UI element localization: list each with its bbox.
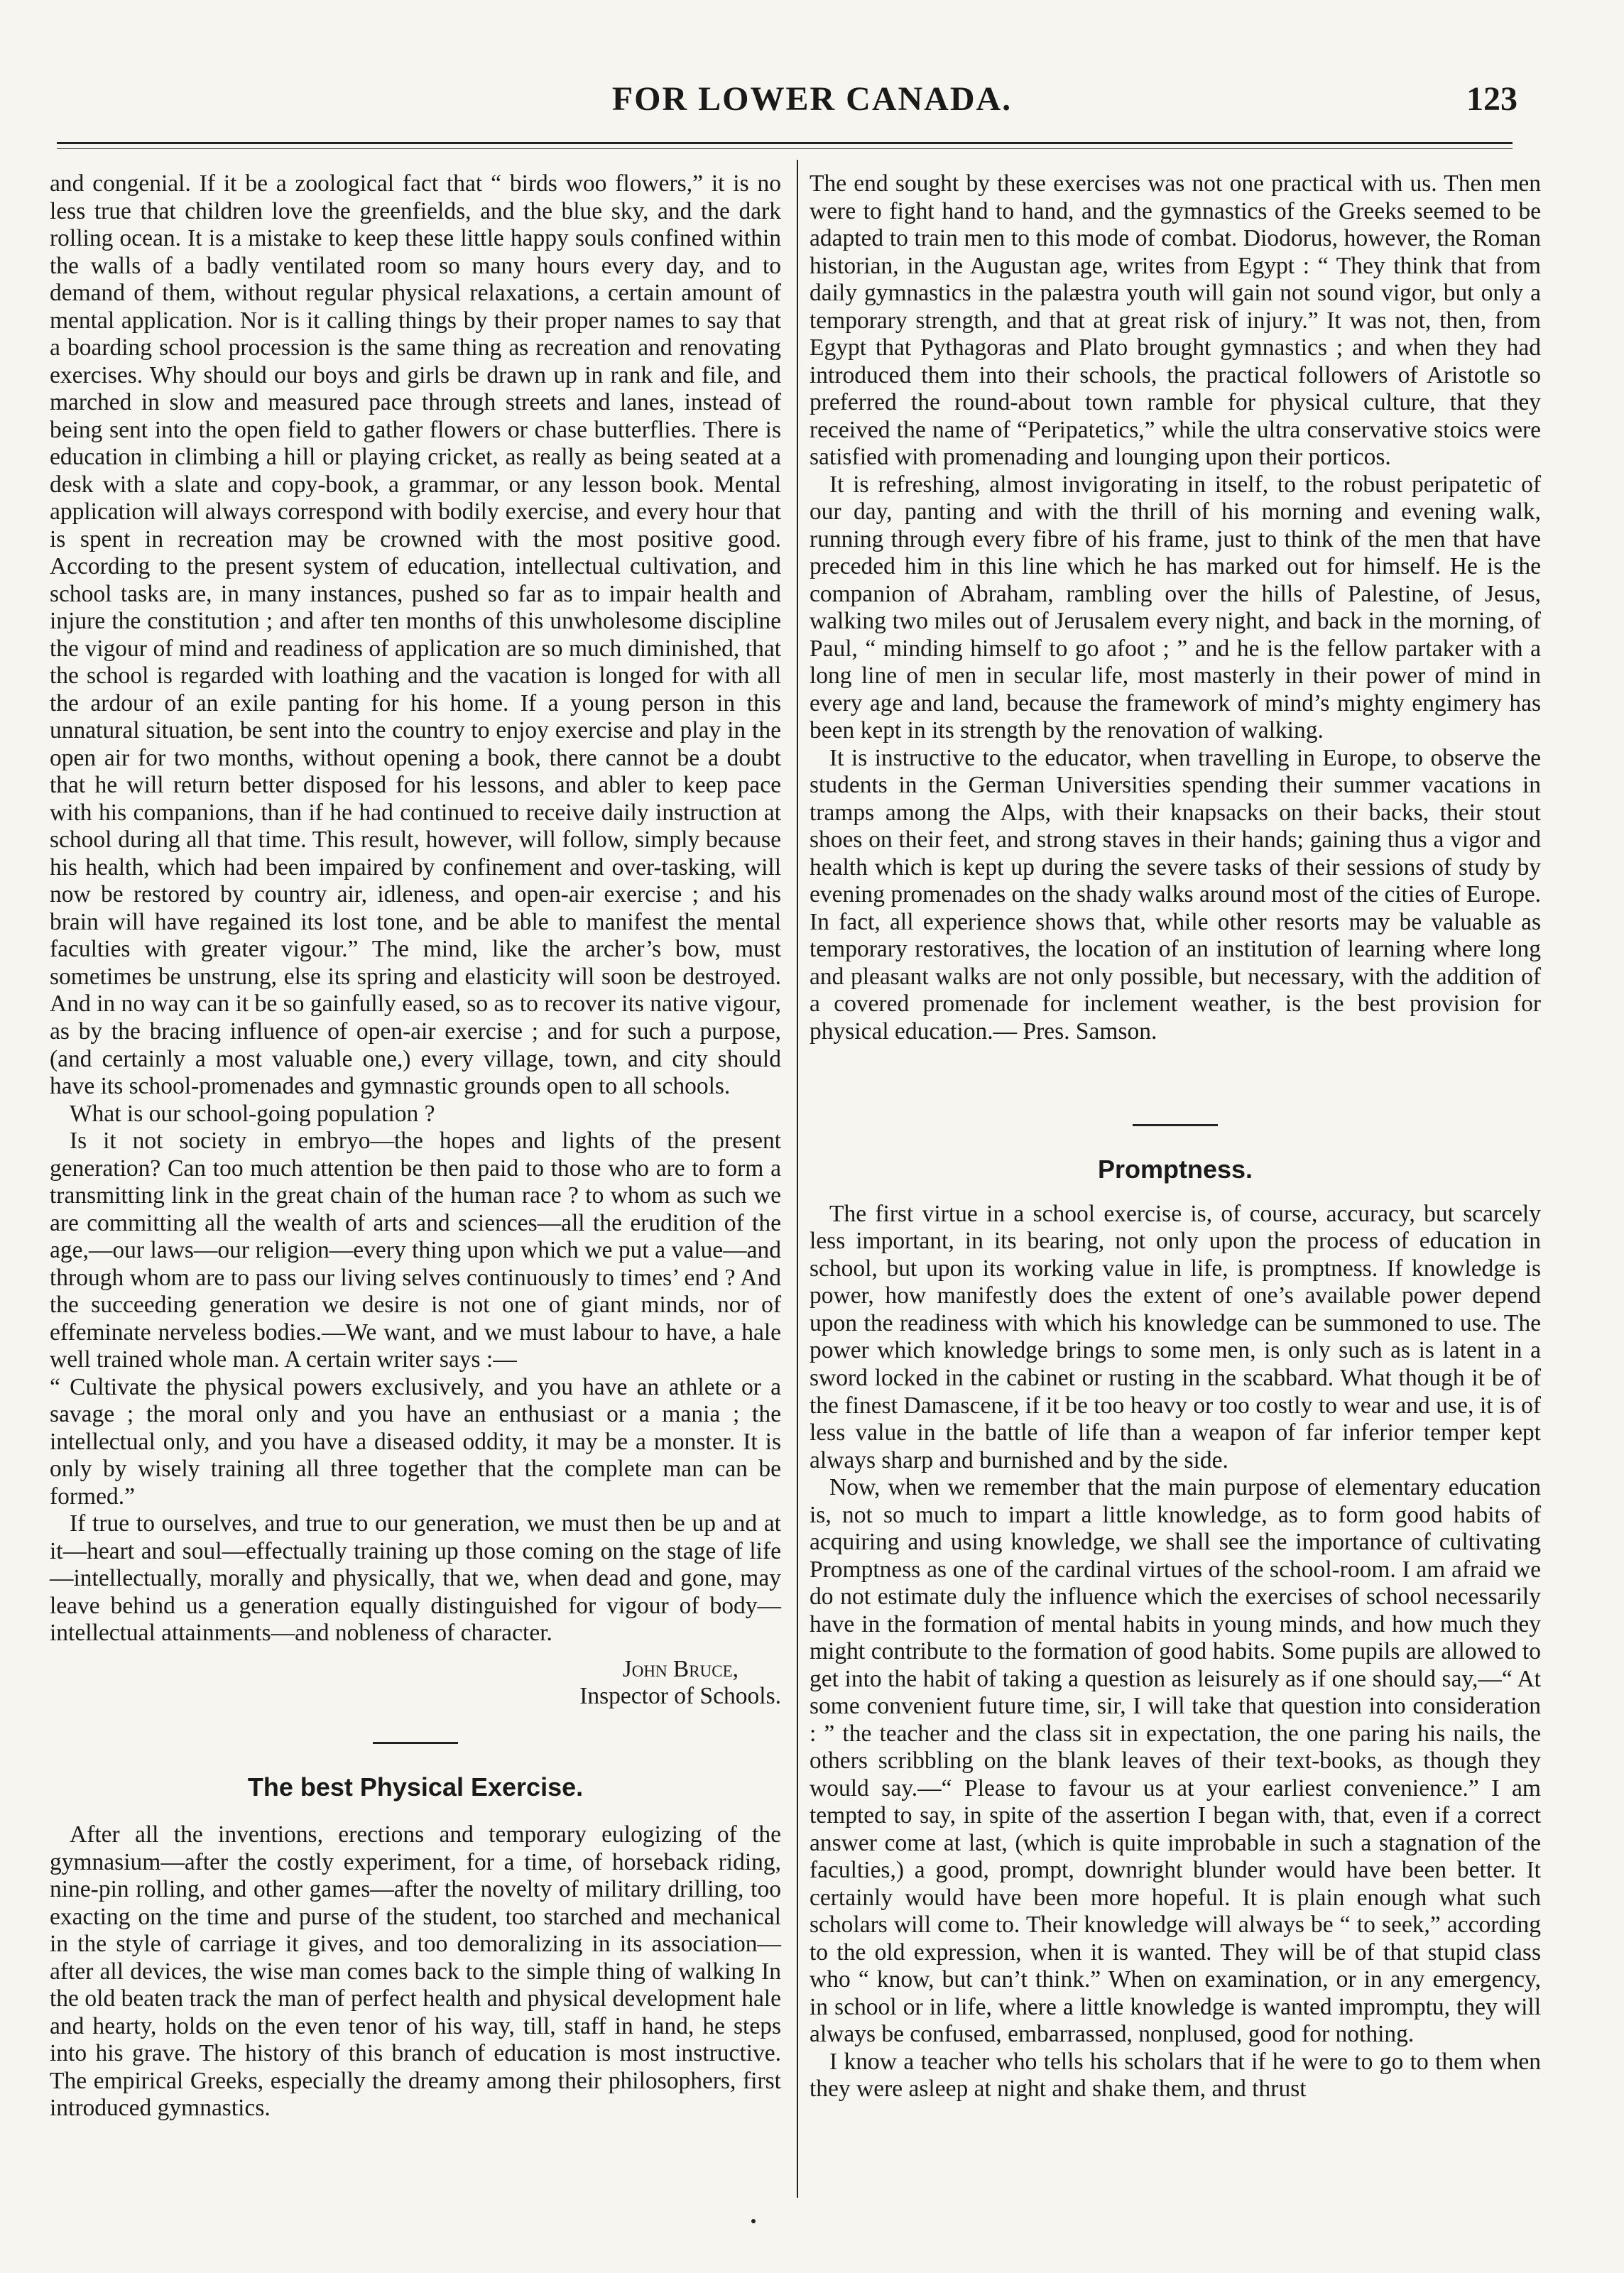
- paragraph: Is it not society in embryo—the hopes and lights of the present generation? Can too much attention be then paid to those who are to form a transmitting link in the great chain of the human race ? to whom as such we are committing all the wealth of arts and sciences—all the erudition of the age,—our laws—our religion—every thing upon which we put a value—and through whom are to pass our living selves continuously to times’ end ? And the succeeding generation we desire is not one of giant minds, nor of effeminate nerveless bodies.—We want, and we must labour to have, a hale well trained whole man. A certain writer says :—: [50, 1128, 781, 1373]
- paragraph: What is our school-going population ?: [70, 1100, 435, 1127]
- article-heading: The best Physical Exercise.: [247, 1772, 584, 1801]
- paragraph: It is instructive to the educator, when travelling in Europe, to observe the students in the German Universities spending their summer vacations in tramps among the Alps, with their knapsacks on their backs, their stout shoes on their feet, and strong staves in their hands; gaining thus a vigor and health which is kept up during the severe tasks of their sessions of study by evening promenades on the shady walks around most of the cities of Europe. In fact, all experience shows that, while other resorts may be valuable as temporary restoratives, the location of an institution of learning where long and pleasant walks are not only possible, but necessary, with the addition of a covered promenade for inclement weather, is the best provision for physical education.— Pres. Samson.: [810, 744, 1541, 1045]
- paragraph: After all the inventions, erections and temporary eulogizing of the gymnasium—after the costly experiment, for a time, of horseback riding, nine-pin rolling, and other games—after the novelty of military drilling, too exacting on the time and purse of the student, too starched and mechanical in the style of carriage it gives, and too demoralizing in its association—after all devices, the wise man comes back to the simple thing of walking In the old beaten track the man of perfect health and physical development hale and hearty, holds on the even tenor of his way, till, staff in hand, he steps into his grave. The history of this branch of education is most instructive. The empirical Greeks, especially the dreamy among their philosophers, first introduced gymnastics.: [50, 1821, 781, 2122]
- signature-title: Inspector of Schools.: [579, 1683, 781, 1710]
- column-divider: [797, 160, 798, 2198]
- left-column: [50, 170, 781, 2122]
- section-divider: [1133, 1124, 1218, 1126]
- ink-dot: [751, 2219, 756, 2223]
- paragraph: If true to ourselves, and true to our generation, we must then be up and at it—heart and soul—effectually training up those coming on the stage of life—intellectually, morally and physically, that we, when dead and gone, may leave behind us a generation equally distinguished for vigour of body—intellectual attainments—and nobleness of character.: [50, 1510, 781, 1647]
- paragraph: and congenial. If it be a zoological fact that “ birds woo flowers,” it is no less true that children love the greenfields, and the blue sky, and the dark rolling ocean. It is a mistake to keep these little happy souls confined within the walls of a badly ventilated room so many hours every day, and to demand of them, without regular physical relaxations, a certain amount of mental application. Nor is it calling things by their proper names to say that a boarding school procession is the same thing as recreation and renovating exercises. Why should our boys and girls be drawn up in rank and file, and marched in slow and measured pace through streets and lanes, instead of being sent into the open field to gather flowers or chase butterflies. There is education in climbing a hill or playing cricket, as really as being seated at a desk with a slate and copy-book, a grammar, or any lesson book. Mental application will always correspond with bodily exercise, and every hour that is spent in recreation may be crowned with the most positive good. According to the present system of education, intellectual cultivation, and school tasks are, in many instances, pushed so far as to impair health and injure the constitution ; and after ten months of this unwholesome discipline the vigour of mind and readiness of application are so much diminished, that the school is regarded with loathing and the vacation is longed for with all the ardour of an exile panting for his home. If a young person in this unnatural situation, be sent into the country to enjoy exercise and play in the open air for two months, without opening a book, there cannot be a doubt that he will return better disposed for his lessons, and abler to keep pace with his companions, than if he had continued to receive daily instruction at school during all that time. This result, however, will follow, simply because his health, which had been impaired by confinement and over-tasking, will now be restored by country air, idleness, and open-air exercise ; and his brain will have regained its lost tone, and be able to manifest the mental faculties with greater vigour.” The mind, like the archer’s bow, must sometimes be unstrung, else its spring and elasticity will soon be destroyed. And in no way can it be so gainfully eased, so as to recover its native vigour, as by the bracing influence of open-air exercise ; and for such a purpose, (and certainly a most valuable one,) every village, town, and city should have its school-promenades and gymnastic grounds open to all schools.: [50, 170, 781, 1100]
- signature: [50, 1656, 781, 1711]
- section-divider: [373, 1742, 458, 1744]
- running-header: FOR LOWER CANADA.: [611, 80, 1013, 118]
- header-rule-thin: [57, 148, 1513, 149]
- paragraph: The first virtue in a school exercise is, of course, accuracy, but scarcely less important, in its bearing, not only upon the process of education in school, but upon its working value in life, is promptness. If knowledge is power, how manifestly does the extent of one’s available power depend upon the readiness with which his knowledge can be summoned to use. The power which knowledge brings to some men, is only such as is latent in a sword locked in the cabinet or rusting in the scabbard. What though it be of the finest Damascene, if it be too heavy or too costly to wear and use, it is of less value in the battle of life than a weapon of far inferior temper kept always sharp and burnished and by the side.: [810, 1200, 1541, 1473]
- paragraph: I know a teacher who tells his scholars that if he were to go to them when they were asleep at night and shake them, and thrust: [810, 2048, 1541, 2103]
- quotation: “ Cultivate the physical powers exclusively, and you have an athlete or a savage ; the moral only and you have an enthusiast or a mania ; the intellectual only, and you have a diseased oddity, it may be a monster. It is only by wisely training all three together that the complete man can be formed.”: [50, 1373, 781, 1510]
- paragraph: Now, when we remember that the main purpose of elementary education is, not so much to impart a little knowledge, as to form good habits of acquiring and using knowledge, we shall see the importance of cultivating Promptness as one of the cardinal virtues of the school-room. I am afraid we do not estimate duly the influence which the exercises of school necessarily have in the formation of mental habits in young minds, and how much they might contribute to the formation of good habits. Some pupils are allowed to get into the habit of taking a question as leisurely as if one should say,—“ At some convenient future time, sir, I will take that question into consideration : ” the teacher and the class sit in expectation, the one paring his nails, the others scribbling on the blank leaves of their text-books, as though they would say.—“ Please to favour us at your earliest convenience.” I am tempted to say, in spite of the assertion I began with, that, even if a correct answer come at last, (which is quite improbable in such a stagnation of the faculties,) a good, prompt, downright blunder would have been better. It certainly would have been more hopeful. It is plain enough what such scholars will come to. Their knowledge will always be “ to seek,” according to the old expression, when it is wanted. They will be of that stupid class who “ know, but can’t think.” When on examination, or in any emergency, in school or in life, where a little knowledge is wanted impromptu, they will always be confused, embarrassed, nonplused, good for nothing.: [810, 1474, 1541, 2048]
- signature-name: John Bruce,: [622, 1655, 739, 1682]
- header-rule: [57, 142, 1513, 144]
- paragraph: It is refreshing, almost invigorating in itself, to the robust peripatetic of our day, panting and with the thrill of his morning and evening walk, running through every fibre of his frame, just to think of the men that have preceded him in this line which he has marked out for himself. He is the companion of Abraham, rambling over the hills of Palestine, of Jesus, walking two miles out of Jerusalem every night, and back in the morning, of Paul, “ minding himself to go afoot ; ” and he is the fellow partaker with a long line of men in secular life, most masterly in their power of mind in every age and land, because the framework of mind’s mighty engimery has been kept in its strength by the renovation of walking.: [810, 471, 1541, 744]
- page-number: 123: [1466, 80, 1517, 118]
- paragraph: The end sought by these exercises was not one practical with us. Then men were to fight hand to hand, and the gymnastics of the Greeks seemed to be adapted to train men to this mode of combat. Diodorus, however, the Roman historian, in the Augustan age, writes from Egypt : “ They think that from daily gymnastics in the palæstra youth will gain not sound vigor, but only a temporary strength, and that at great risk of injury.” It was not, then, from Egypt that Pythagoras and Plato brought gymnastics ; and when they had introduced them into their schools, the practical followers of Aristotle so preferred the round-about town ramble for physical culture, that they received the name of “Peripatetics,” while the ultra conservative stoics were satisfied with promenading and lounging upon their porticos.: [810, 170, 1541, 471]
- right-column: [810, 170, 1541, 2103]
- article-heading: Promptness.: [1097, 1154, 1253, 1184]
